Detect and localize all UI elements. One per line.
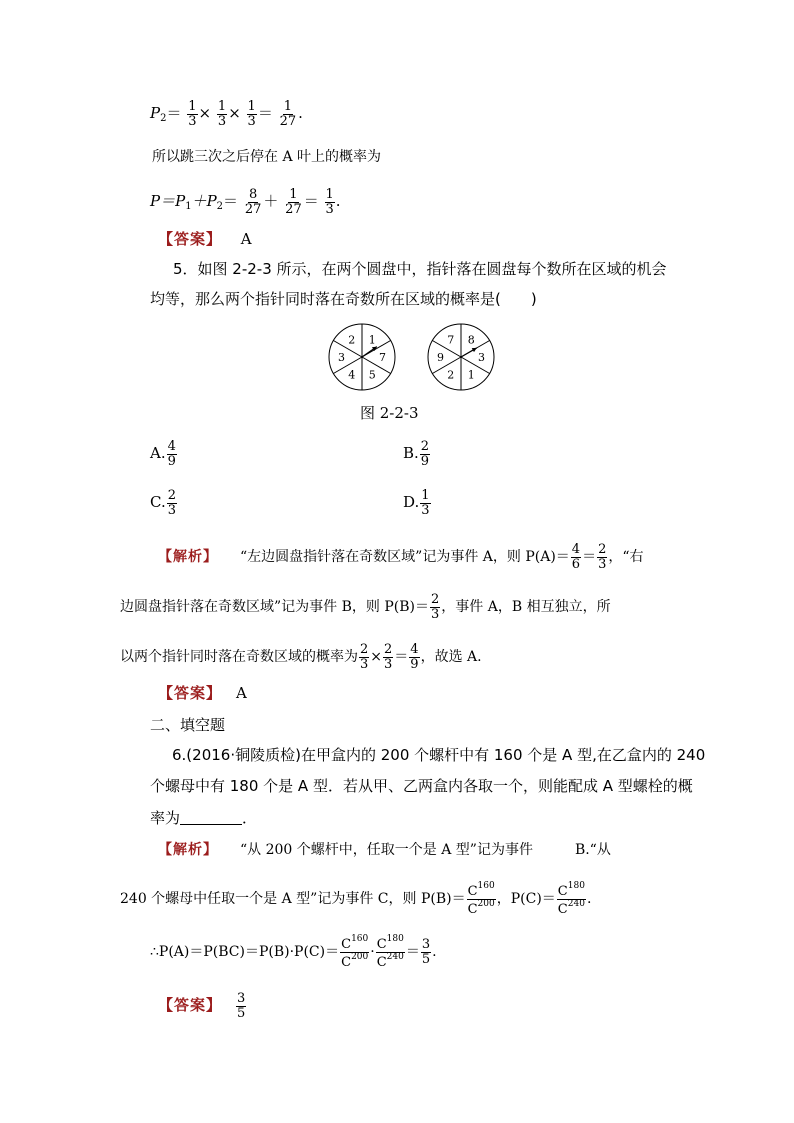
sector-label: 4: [348, 368, 356, 382]
left-spinner: [329, 324, 395, 390]
analysis-5-line1: 【解析】 “左边圆盘指针落在奇数区域”记为事件 A，则 P(A)＝ $\frac{4}{6}$ ＝ $\frac{2}{3}$ ，“右: [158, 542, 644, 572]
analysis-6-line1: 【解析】 “从 200 个螺杆中，任取一个是 A 型”记为事件 B.“从: [158, 842, 611, 858]
text-line: 所以跳三次之后停在 A 叶上的概率为: [152, 149, 382, 165]
figure-caption: 图 2-2-3: [360, 404, 419, 422]
question-5-line2: 均等，那么两个指针同时落在奇数所在区域的概率是( ): [150, 290, 537, 308]
sector-label: 2: [447, 368, 455, 382]
sector-label: 7: [447, 333, 455, 347]
fraction: $\frac{1}{3}$: [325, 187, 334, 217]
option-d: D. $\frac{1}{3}$: [403, 488, 430, 518]
question-6-line3: 率为 ．: [150, 809, 258, 827]
sector-label: 3: [338, 351, 346, 364]
answer-tag: 【答案】: [158, 230, 223, 248]
analysis-5-line3: 以两个指针同时落在奇数区域的概率为 $\frac{2}{3}$ × $\frac{2}{3}$ ＝ $\frac{4}{9}$ ，故选 A.: [120, 642, 482, 672]
section-heading: 二、填空题: [150, 716, 226, 734]
sector-label: 1: [368, 333, 376, 347]
sector-label: 2: [348, 333, 356, 347]
fraction: $\frac{1}{3}$: [247, 99, 256, 129]
answer-6-line: 【答案】 $\frac{3}{5}$: [158, 991, 246, 1021]
sector-label: 1: [467, 368, 475, 382]
fraction: $\frac{8}{27}$: [244, 187, 262, 217]
right-spinner: [428, 324, 494, 390]
option-c: C. $\frac{2}{3}$: [150, 488, 176, 518]
sector-divider: [362, 357, 391, 374]
spinner-figure: [0, 322, 794, 402]
fraction: $\frac{1}{27}$: [279, 99, 297, 129]
answer-blank: [180, 810, 242, 825]
sector-divider: [461, 357, 490, 374]
sector-label: 3: [477, 351, 485, 364]
analysis-6-line2: 240 个螺母中任取一个是 A 型”记为事件 C，则 P(B)＝ $\frac{C^{160}}{C^{200}}$ ，P(C)＝ $\frac{C^{180}}{C^{240}}$ .: [120, 881, 592, 917]
question-6-line1: 6.(2016·铜陵质检)在甲盒内的 200 个螺杆中有 160 个是 A 型,在乙盒内的 240: [172, 746, 706, 764]
formula-p: $P=P_1+P_2=$ $\frac{8}{27}$ ＋ $\frac{1}{27}$ ＝ $\frac{1}{3}$ .: [150, 187, 341, 217]
option-b: B. $\frac{2}{9}$: [403, 439, 430, 469]
option-a: A. $\frac{4}{9}$: [150, 439, 176, 469]
sector-label: 7: [378, 351, 386, 364]
answer-line: 【答案】 A: [158, 230, 252, 248]
sector-label: 9: [437, 351, 445, 364]
answer-5-line: 【答案】 A: [158, 684, 247, 702]
sector-label: 5: [368, 368, 376, 382]
sector-label: 8: [467, 333, 475, 347]
question-6-line2: 个螺母中有 180 个是 A 型．若从甲、乙两盒内各取一个，则能配成 A 型螺栓的概: [150, 777, 693, 795]
fraction: $\frac{1}{3}$: [188, 99, 197, 129]
question-5-line1: 5．如图 2-2-3 所示，在两个圆盘中，指针落在圆盘每个数所在区域的机会: [173, 260, 667, 278]
analysis-5-line2: 边圆盘指针落在奇数区域”记为事件 B，则 P(B)＝ $\frac{2}{3}$ ，事件 A，B 相互独立，所: [120, 592, 611, 622]
fraction: $\frac{1}{3}$: [217, 99, 227, 129]
fraction: $\frac{1}{27}$: [285, 187, 302, 217]
formula-p2: $P_2=$ $\frac{1}{3}$ × $\frac{1}{3}$ × $\frac{1}{3}$ ＝ $\frac{1}{27}$ .: [150, 99, 303, 129]
analysis-6-line3: ∴P(A)＝P(BC)＝P(B)·P(C)＝ $\frac{C^{160}}{C^{200}}$ · $\frac{C^{180}}{C^{240}}$ ＝ $\frac{3}{5}$ .: [150, 934, 437, 970]
